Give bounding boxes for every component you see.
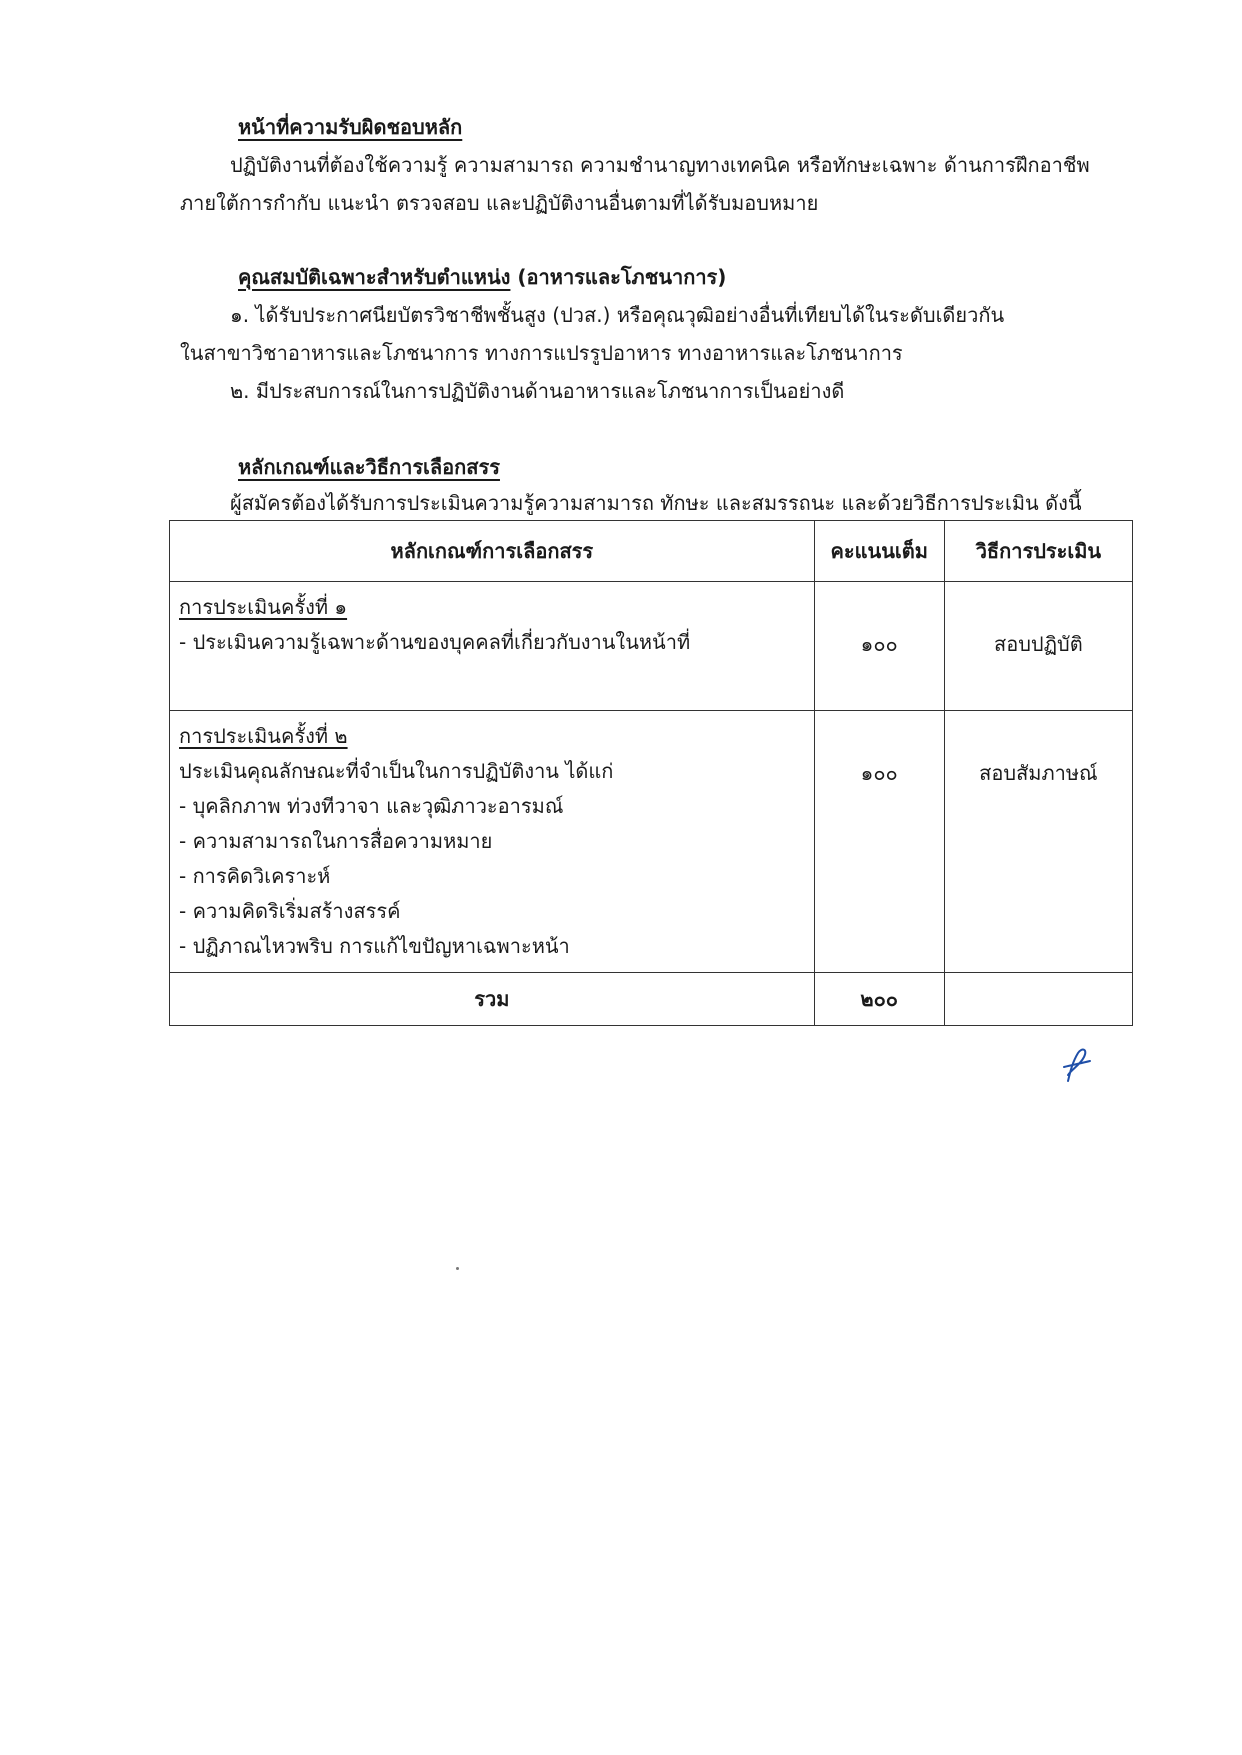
criteria-cell — [170, 582, 815, 711]
scan-speck — [456, 1267, 459, 1270]
header-score: คะแนนเต็ม — [814, 521, 944, 582]
score-cell: ๑๐๐ — [814, 711, 944, 973]
table-row — [170, 711, 1133, 973]
qualifications-heading-main: คุณสมบัติเฉพาะสำหรับตำแหน่ง — [238, 265, 511, 289]
assessment-2-line: - ความคิดริเริ่มสร้างสรรค์ — [179, 899, 401, 923]
criteria-cell — [170, 711, 815, 973]
total-score: ๒๐๐ — [814, 973, 944, 1026]
header-method: วิธีการประเมิน — [944, 521, 1132, 582]
duties-heading: หน้าที่ความรับผิดชอบหลัก — [238, 115, 463, 139]
qualifications-heading — [238, 262, 726, 292]
qualification-item-1-line-1: ๑. ได้รับประกาศนียบัตรวิชาชีพชั้นสูง (ปวส.) หรือคุณวุฒิอย่างอื่นที่เทียบได้ในระดับเดียวกัน — [230, 303, 1005, 327]
assessment-2-line: - การคิดวิเคราะห์ — [179, 864, 331, 888]
table-header-row — [170, 521, 1133, 582]
score-cell: ๑๐๐ — [814, 582, 944, 711]
assessment-2-title: การประเมินครั้งที่ ๒ — [179, 724, 348, 748]
assessment-2-line: - ปฏิภาณไหวพริบ การแก้ไขปัญหาเฉพาะหน้า — [179, 934, 570, 958]
method-cell: สอบปฏิบัติ — [944, 582, 1132, 711]
table-total-row — [170, 973, 1133, 1026]
method-cell: สอบสัมภาษณ์ — [944, 711, 1132, 973]
assessment-1-line: - ประเมินความรู้เฉพาะด้านของบุคคลที่เกี่ยวกับงานในหน้าที่ — [179, 630, 691, 654]
qualifications-heading-suffix: (อาหารและโภชนาการ) — [510, 265, 727, 289]
assessment-1-title: การประเมินครั้งที่ ๑ — [179, 595, 348, 619]
qualification-item-1-line-2: ในสาขาวิชาอาหารและโภชนาการ ทางการแปรรูปอาหาร ทางอาหารและโภชนาการ — [180, 341, 903, 365]
assessment-2-line: ประเมินคุณลักษณะที่จำเป็นในการปฏิบัติงาน ได้แก่ — [179, 759, 614, 783]
duties-text-line-1: ปฏิบัติงานที่ต้องใช้ความรู้ ความสามารถ ความชำนาญทางเทคนิค หรือทักษะเฉพาะ ด้านการฝึกอาชีพ — [230, 153, 1090, 177]
assessment-2-line: - ความสามารถในการสื่อความหมาย — [179, 829, 493, 853]
assessment-2-line: - บุคลิกภาพ ท่วงทีวาจา และวุฒิภาวะอารมณ์ — [179, 794, 564, 818]
total-method — [944, 973, 1132, 1026]
header-criteria: หลักเกณฑ์การเลือกสรร — [170, 521, 815, 582]
criteria-table — [169, 520, 1133, 1026]
duties-text-line-2: ภายใต้การกำกับ แนะนำ ตรวจสอบ และปฏิบัติงานอื่นตามที่ได้รับมอบหมาย — [180, 191, 819, 215]
total-label: รวม — [170, 973, 815, 1026]
table-row — [170, 582, 1133, 711]
selection-intro: ผู้สมัครต้องได้รับการประเมินความรู้ความสามารถ ทักษะ และสมรรถนะ และด้วยวิธีการประเมิน ดังนี้ — [230, 491, 1082, 515]
qualification-item-2: ๒. มีประสบการณ์ในการปฏิบัติงานด้านอาหารและโภชนาการเป็นอย่างดี — [230, 379, 845, 403]
signature-mark-icon — [1058, 1045, 1092, 1085]
selection-heading: หลักเกณฑ์และวิธีการเลือกสรร — [238, 455, 500, 479]
